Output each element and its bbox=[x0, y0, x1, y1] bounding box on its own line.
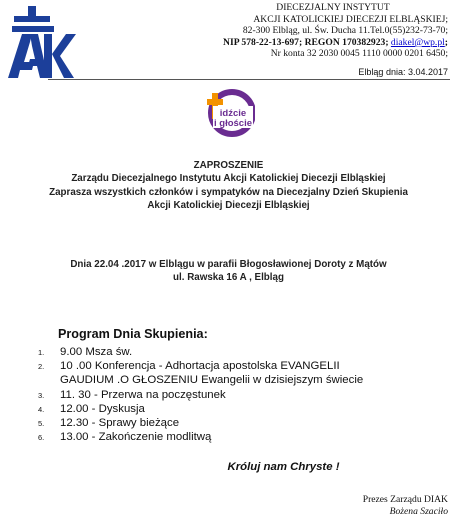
email-link[interactable]: diakel@wp.pl bbox=[390, 36, 445, 48]
email-terminator: ; bbox=[444, 36, 448, 48]
item-text: 12.30 - Sprawy bieżące bbox=[60, 416, 180, 429]
program-item bbox=[38, 402, 363, 416]
signature-block bbox=[363, 494, 448, 518]
idzcie-i-glоscie-badge bbox=[205, 86, 255, 138]
org-address: 82-300 Elbląg, ul. Św. Ducha 11.Tel.0(55)232-73-70; bbox=[242, 25, 448, 37]
program-title: Program Dnia Skupienia: bbox=[58, 327, 208, 341]
nip-regon-text: NIP 578-22-13-697; REGON 170382923; bbox=[223, 36, 391, 48]
signatory-title: Prezes Zarządu DIAK bbox=[362, 494, 448, 505]
item-text: 11. 30 - Przerwa na poczęstunek bbox=[60, 388, 226, 401]
invitation-line1: Zarządu Diecezjalnego Instytutu Akcji Katolickiej Diecezji Elbląskiej bbox=[71, 173, 386, 185]
invitation-line3: Akcji Katolickiej Diecezji Elbląskiej bbox=[147, 200, 310, 212]
org-tax-ids bbox=[148, 37, 448, 49]
item-text: 12.00 - Dyskusja bbox=[60, 402, 145, 415]
invitation-block bbox=[0, 159, 457, 213]
item-number: 4. bbox=[38, 404, 45, 414]
program-item-continuation bbox=[38, 373, 363, 387]
item-text: 9.00 Msza św. bbox=[60, 346, 133, 358]
item-number: 3. bbox=[38, 390, 45, 400]
item-number: 2. bbox=[38, 362, 45, 372]
invitation-line2: Zaprasza wszystkich członków i sympatyków na Diecezjalny Dzień Skupienia bbox=[49, 186, 408, 198]
header-divider bbox=[48, 79, 450, 80]
akcja-katolicka-logo bbox=[4, 4, 76, 84]
item-number: 6. bbox=[38, 433, 45, 443]
program-list bbox=[38, 345, 363, 444]
item-number: 5. bbox=[38, 418, 45, 428]
venue-date-parish: Dnia 22.04 .2017 w Elblągu w parafii Błogosławionej Doroty z Mątów bbox=[70, 259, 387, 270]
badge-text-line2: i głoście bbox=[213, 118, 253, 129]
venue-block bbox=[0, 258, 457, 285]
program-item bbox=[38, 416, 363, 430]
document-date: Elbląg dnia: 3.04.2017 bbox=[358, 67, 448, 77]
logo-graphic bbox=[4, 4, 76, 84]
badge-graphic bbox=[205, 86, 255, 138]
item-text: 10 .00 Konferencja - Adhortacja apostolska EVANGELII bbox=[60, 360, 340, 373]
organization-header bbox=[148, 2, 448, 60]
venue-address: ul. Rawska 16 A , Elbląg bbox=[173, 272, 284, 284]
invitation-title: ZAPROSZENIE bbox=[193, 160, 264, 171]
bank-account: Nr konta 32 2030 0045 1110 0000 0201 6450; bbox=[270, 48, 448, 60]
signatory-name: Bożena Szaciło bbox=[389, 506, 448, 517]
program-item bbox=[38, 388, 363, 402]
org-name-line1: DIECEZJALNY INSTYTUT bbox=[276, 2, 390, 13]
org-name-line2: AKCJI KATOLICKIEJ DIECEZJI ELBLĄSKIEJ; bbox=[253, 13, 448, 25]
item-text: 13.00 - Zakończenie modlitwą bbox=[60, 431, 212, 444]
closing-salutation: Króluj nam Chryste ! bbox=[227, 461, 340, 473]
badge-text-line1: idźcie bbox=[219, 108, 247, 119]
program-item bbox=[38, 345, 363, 359]
item-text: GAUDIUM .O GŁOSZENIU Ewangelii w dzisiejszym świecie bbox=[60, 374, 364, 387]
program-item bbox=[38, 430, 363, 444]
program-item bbox=[38, 359, 363, 373]
item-number: 1. bbox=[38, 348, 45, 357]
